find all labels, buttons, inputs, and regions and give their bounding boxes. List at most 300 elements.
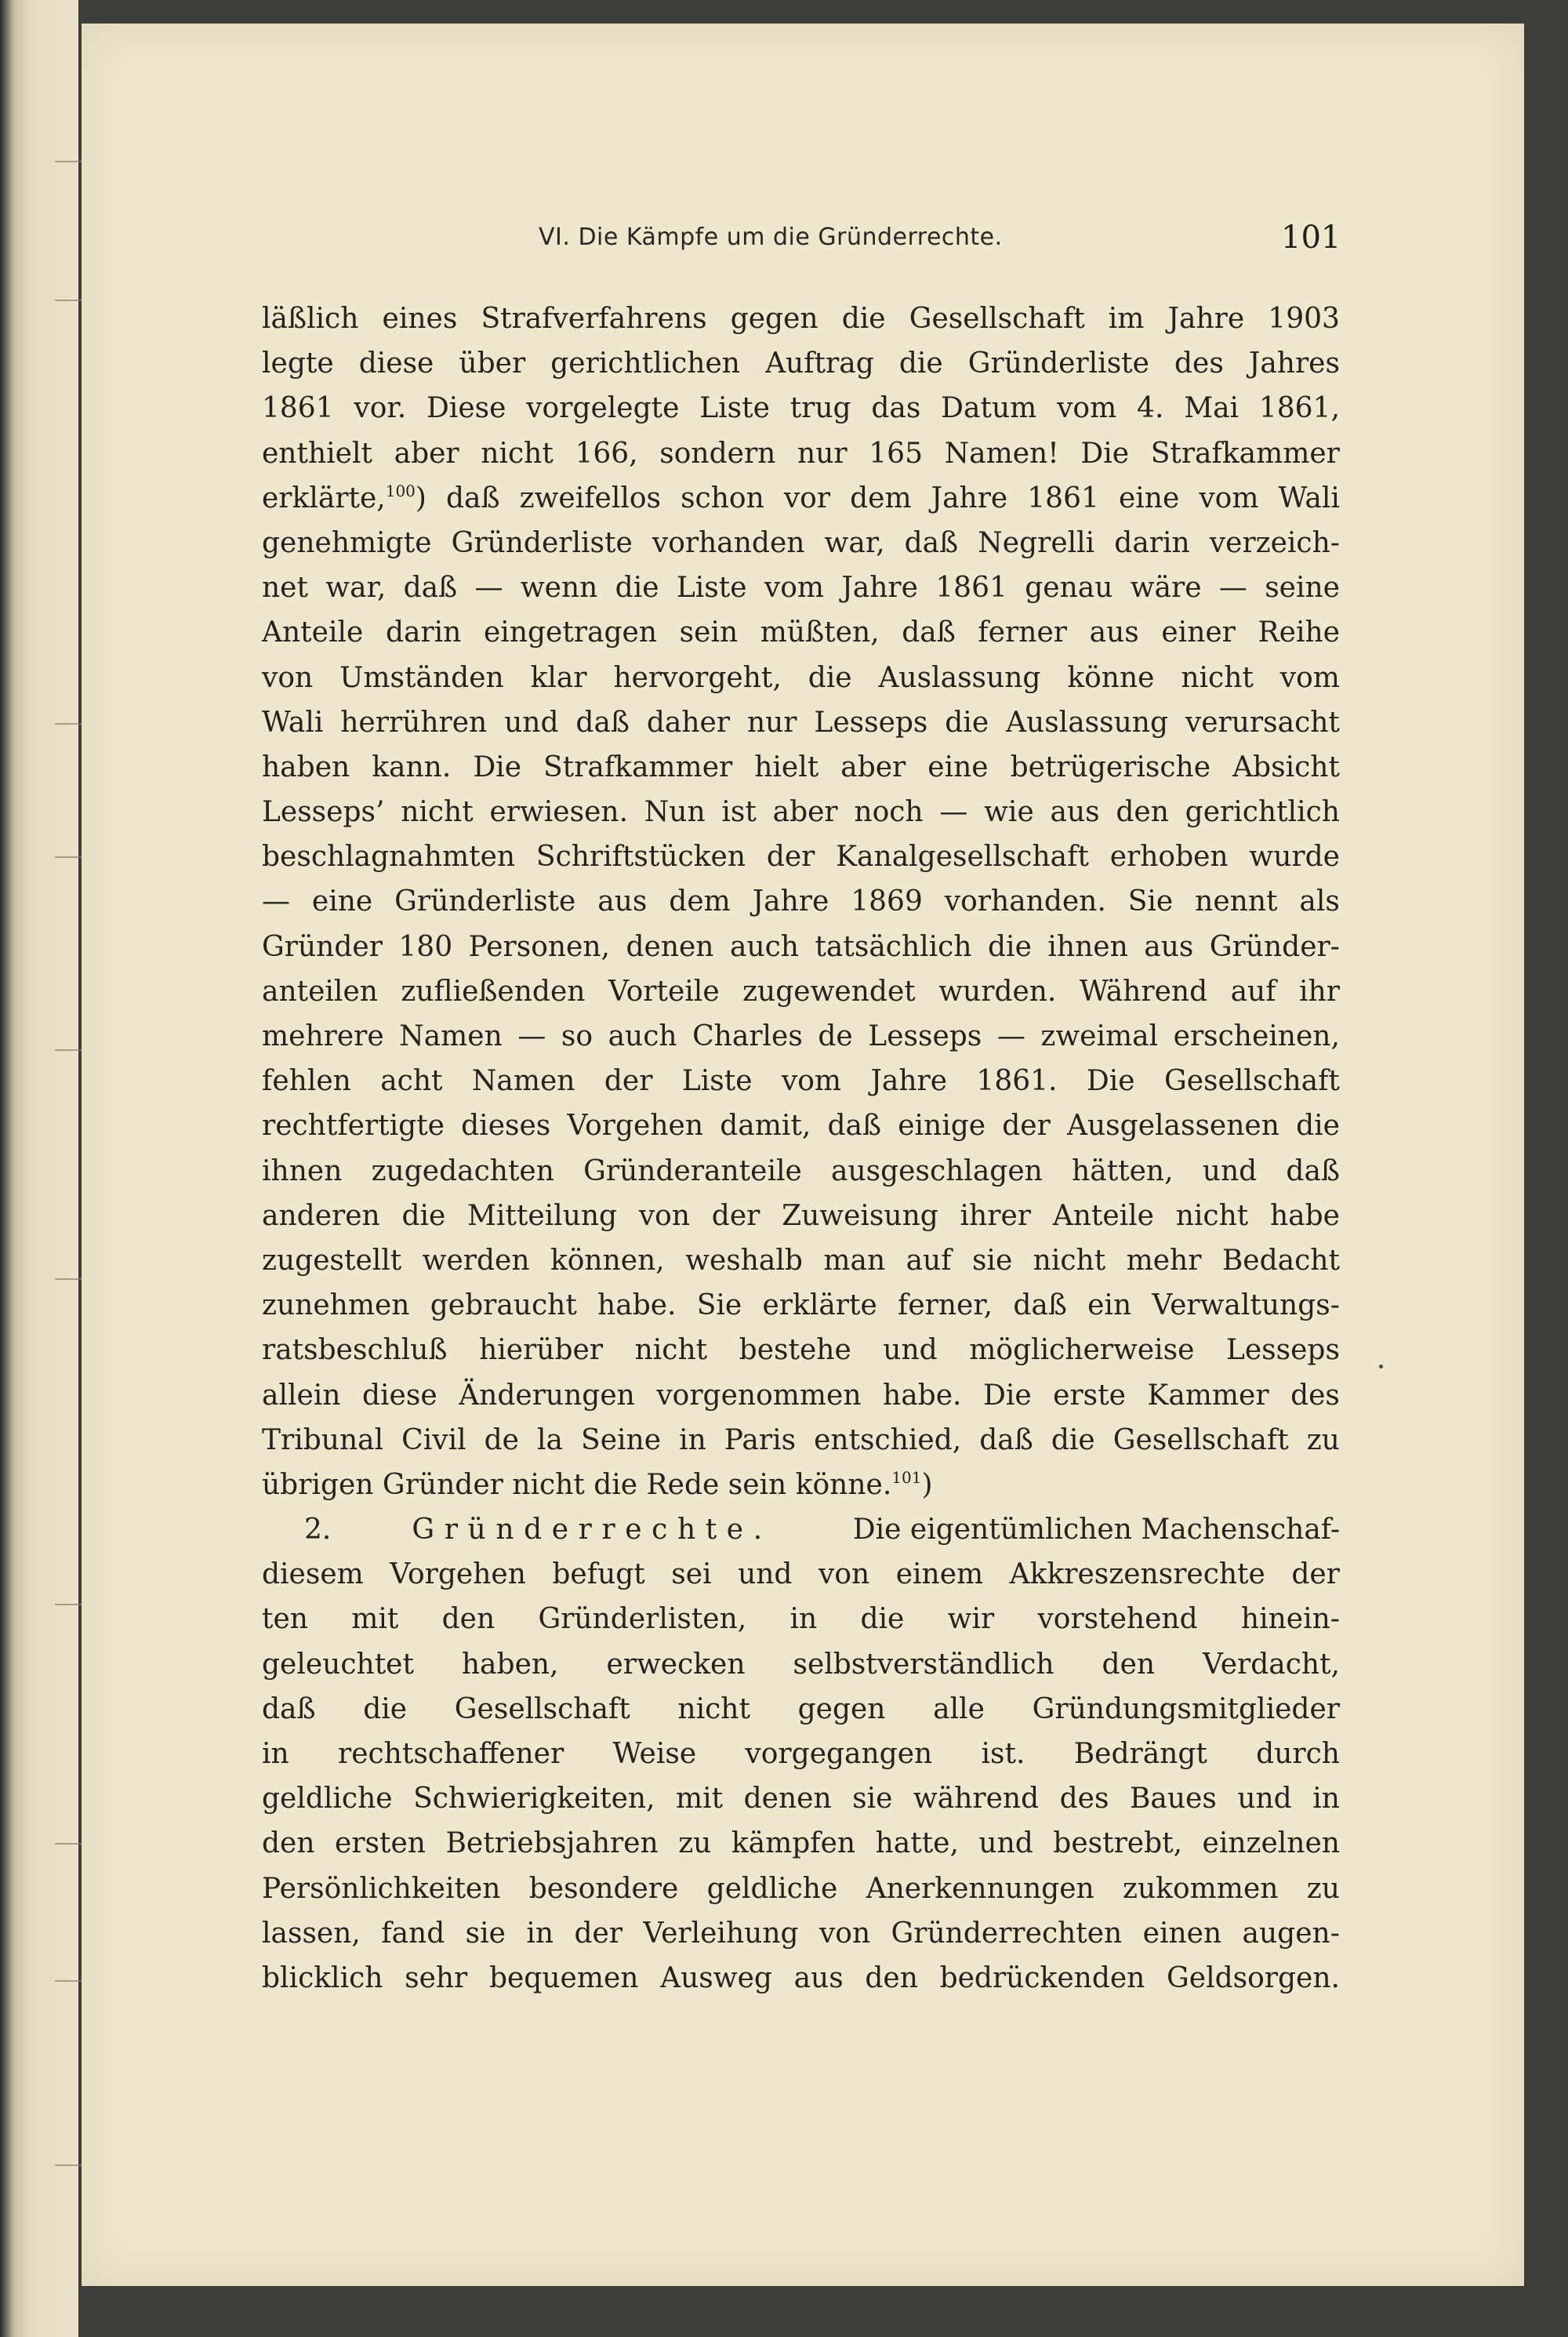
word: vom [1279,661,1340,694]
word: fehlen [262,1065,351,1098]
word: war, [824,526,885,559]
word: trug [789,392,851,425]
word: ist. [981,1738,1025,1770]
word: von [262,661,314,694]
word: daß [979,1423,1033,1456]
word: dem [669,885,731,918]
strip-mark [55,2164,85,2166]
word: ferner, [898,1289,993,1322]
strip-mark [55,1843,85,1845]
word: des [1174,347,1224,380]
word: Kammer [1147,1379,1269,1412]
word: Wali [262,706,324,739]
word: sie [971,1244,1013,1277]
word: nur [797,437,848,470]
word: daß [904,526,959,559]
footnote-line-after: ) [415,482,426,514]
footnote-word [262,476,426,521]
word: Jahre [870,1065,948,1098]
word: vorgegangen [745,1738,933,1770]
word: Baues [1129,1783,1217,1815]
word: Gründerliste [967,347,1149,380]
word: sie [465,1917,506,1950]
word: die [1296,1110,1340,1143]
word: Auslassung [878,661,1041,694]
section-heading: Gründerrechte. [412,1514,772,1546]
word: über [459,347,526,380]
word: wurden. [938,975,1057,1008]
word: ausgeschlagen [831,1154,1043,1187]
word: in [679,1423,706,1456]
word: Die [473,751,521,783]
text-line [262,1821,1340,1866]
word: de [484,1423,519,1456]
running-head: VI. Die Kämpfe um die Gründerrechte. [539,224,1003,251]
text-line [262,1059,1340,1103]
word: vorhanden [652,526,805,559]
word: die [401,1199,446,1232]
word: zu [678,1827,712,1860]
word: ihr [1299,975,1340,1008]
word: von [818,1917,871,1950]
word: Liste [699,392,770,425]
word: Tribunal [262,1423,384,1456]
word: auch [729,930,799,963]
word: bedrückenden [939,1961,1145,1994]
word: vor [783,482,831,514]
word: Liste [681,1065,753,1098]
word: Lesseps [814,706,928,739]
text-line [262,1194,1340,1238]
word: Reihe [1258,616,1340,649]
word: diese [358,347,434,380]
word: 4. [1137,392,1164,425]
word: sehr [405,1961,468,1994]
word: Anerkennungen [866,1872,1094,1905]
word: net [262,572,308,605]
word: habe [1269,1199,1340,1232]
word: befugt [552,1558,645,1591]
word: Gesellschaft [1163,1065,1340,1098]
word: besondere [528,1872,679,1905]
word: kämpfen [731,1827,856,1860]
word: dem [850,482,912,514]
word: können, [550,1244,665,1277]
word: Geldsorgen. [1167,1961,1340,1994]
word: zweimal [1040,1020,1159,1052]
word: Gründerliste [451,526,633,559]
word: herrühren [340,706,488,739]
text-line-footnote-100 [262,476,1340,521]
word: und [738,1558,793,1591]
word: sein [679,616,739,649]
strip-mark [55,1278,85,1280]
word: seine [1265,572,1340,605]
word: erklärte [762,1289,877,1322]
word: einem [895,1558,984,1591]
word: zukommen [1123,1872,1279,1905]
word: die [945,706,989,739]
word: der [574,1917,623,1950]
word: Auftrag [765,347,874,380]
word: 1869 [851,885,923,918]
word: ferner [978,616,1067,649]
text-line [262,1956,1340,2001]
word: Sie [1127,885,1174,918]
word: aus [1050,796,1100,829]
word: Nun [644,796,706,829]
word: die [808,661,852,694]
word: Betriebsjahren [445,1827,659,1860]
word: wäre [1130,572,1202,605]
word: ten [262,1603,308,1636]
word: Wali [1278,482,1340,514]
word: vorgelegte [526,392,680,425]
word: Namen [471,1065,575,1098]
word: beschlagnahmten [262,841,516,874]
word: habe. [597,1289,677,1322]
word: so [561,1020,593,1052]
word: einen [1142,1917,1222,1950]
word: die [988,930,1032,963]
word: nicht [481,437,554,470]
text-line [262,1597,1340,1641]
word: zugewendet [742,975,916,1008]
word: zu [1306,1872,1340,1905]
word: Vorgehen [567,1110,704,1143]
strip-mark [55,1604,85,1605]
word: Umständen [339,661,504,694]
word: Die [1080,437,1130,470]
word: zufließenden [401,975,586,1008]
word: 1861 [935,572,1007,605]
word: müßten, [760,616,880,649]
text-line [262,1418,1340,1463]
word: sondern [659,437,776,470]
word: Vorgehen [390,1558,526,1591]
word: — [1218,572,1247,605]
word: — [939,796,968,829]
word: Gründeranteile [583,1154,802,1187]
word: nur [746,706,797,739]
word: ist [721,796,757,829]
word: Die [982,1379,1032,1412]
text-line [262,656,1340,700]
word: hervorgeht, [613,661,782,694]
word: und [1237,1783,1292,1815]
word: man [823,1244,886,1277]
word: nicht [1033,1244,1106,1277]
word: ersten [335,1827,426,1860]
word: la [537,1423,564,1456]
text-line [262,1283,1340,1328]
word: haben [262,751,350,783]
word: Gründer [262,930,383,963]
word: mit [351,1603,399,1636]
word: legte [262,347,334,380]
word: ihnen [262,1154,343,1187]
text-line [262,1732,1340,1776]
word: auf [906,1244,952,1277]
strip-mark [55,856,85,858]
word: zweifellos [519,482,662,514]
word: in [262,1738,289,1770]
text-line [262,1642,1340,1687]
section-start-line [262,1507,1340,1552]
word: genehmigte [262,526,432,559]
word: von [818,1558,870,1591]
word: sie [852,1783,893,1815]
text-line [262,1149,1340,1194]
word: erhoben [1109,841,1229,874]
word: Namen! [944,437,1059,470]
word: Weise [612,1738,697,1770]
text-line [262,1687,1340,1732]
ink-speck [1379,1365,1383,1368]
word: vom [1057,392,1117,425]
word: hielt [754,751,819,783]
word: ihnen [1047,930,1128,963]
word: möglicherweise [969,1334,1195,1367]
strip-mark [55,723,85,725]
word: und [883,1334,938,1367]
word: hinein- [1240,1603,1340,1636]
text-line [262,296,1340,341]
text-line [262,1373,1340,1418]
word: wenn [520,572,598,605]
footnote-ref-100: 100 [385,481,416,500]
word: Lesseps [1225,1334,1340,1367]
word: — [262,885,290,918]
word: 165 [869,437,923,470]
word: 1903 [1268,303,1340,335]
word: des [1059,1783,1109,1815]
word: die [841,303,886,335]
word: gegen [730,303,818,335]
word: läßlich [262,303,359,335]
word: Anteile [262,616,364,649]
word: Jahres [1248,347,1340,380]
word: fand [381,1917,445,1950]
word: kann. [372,751,452,783]
word: diesem [262,1558,364,1591]
word: — [517,1020,546,1052]
text-line [262,834,1340,879]
word: Bedrängt [1073,1738,1207,1770]
word: werden [422,1244,530,1277]
word: Schwierigkeiten, [413,1783,655,1815]
word: Strafkammer [543,751,733,783]
word: allein [262,1379,341,1412]
word: Ausgelassenen [1066,1110,1279,1143]
word: daher [646,706,731,739]
word: ratsbeschluß [262,1334,448,1367]
word: daß [575,706,630,739]
word: den [441,1603,495,1636]
word: Gründerrechten [891,1917,1123,1950]
text-line [262,1014,1340,1059]
word: diese [362,1379,437,1412]
word: vorhanden. [944,885,1106,918]
word: gerichtlich [1185,796,1340,829]
text-line [262,431,1340,476]
word: Vorteile [608,975,720,1008]
word: Gründungsmitglieder [1032,1692,1340,1725]
text-line [262,700,1340,745]
word: nicht [1175,1199,1249,1232]
word: Änderungen [459,1379,635,1412]
word: die [860,1603,905,1636]
word: — [996,1020,1025,1052]
word: bequemen [488,1961,639,1994]
word: vom [1199,482,1259,514]
word: dieses [461,1110,551,1143]
word: 1861. [976,1065,1058,1098]
word: anderen [262,1199,380,1232]
word: Gesellschaft [1112,1423,1289,1456]
word: verursacht [1185,706,1340,739]
word: aus [597,885,648,918]
word: nicht [1181,661,1254,694]
strip-mark [55,161,85,162]
word: in [526,1917,554,1950]
word: und [504,706,559,739]
word: Schriftstücken [535,841,746,874]
word: aber [772,796,838,829]
word: anteilen [262,975,378,1008]
word: damit, [720,1110,811,1143]
word: hierüber [479,1334,604,1367]
word: vom [781,1065,842,1098]
word: rechtschaffener [337,1738,564,1770]
word: daß [827,1110,882,1143]
word: Namen [399,1020,503,1052]
word: geleuchtet [262,1648,414,1681]
word: blicklich [262,1961,383,1994]
word: zugestellt [262,1244,402,1277]
word: mehr [1126,1244,1202,1277]
word: Jahre [931,482,1008,514]
text-line [262,610,1340,655]
word: Strafverfahrens [481,303,707,335]
word: daß [446,482,500,514]
word: den [262,1827,315,1860]
word: aus [793,1961,844,1994]
word: verzeich- [1209,526,1340,559]
word: ein [1087,1289,1132,1322]
word: erwecken [606,1648,746,1681]
word: Diese [426,392,506,425]
word: bestehe [739,1334,851,1367]
text-line [262,1911,1340,1956]
word: auf [1230,975,1276,1008]
word: Gesellschaft [454,1692,630,1725]
word: Mitteilung [467,1199,618,1232]
word: und [1202,1154,1258,1187]
word: sei [671,1558,712,1591]
word: selbstverständlich [793,1648,1054,1681]
word: vom [764,572,825,605]
word: nennt [1195,885,1278,918]
word: auch [608,1020,677,1052]
word: Verwaltungs- [1152,1289,1340,1322]
word: aber [394,437,459,470]
word: die [363,1692,408,1725]
word: daß [1013,1289,1067,1322]
word: aus [1089,616,1139,649]
word: während [913,1783,1040,1815]
word: 166, [575,437,638,470]
word: des [1290,1379,1340,1412]
page-number: 101 [1281,220,1341,256]
word: weshalb [685,1244,803,1277]
word: denen [626,930,714,963]
word: genau [1025,572,1113,605]
word: 1861, [1258,392,1340,425]
paragraph-end-after: ) [921,1468,933,1501]
word: gebraucht [430,1289,577,1322]
word: gerichtlichen [550,347,740,380]
word: betrügerische [1010,751,1211,783]
word: einer [1161,616,1236,649]
word: Gründerlisten, [538,1603,747,1636]
word: Strafkammer [1150,437,1340,470]
word: mehrere [262,1020,384,1052]
word: eine [311,885,373,918]
word: daß [262,1692,316,1725]
word: Kanalgesellschaft [836,841,1089,874]
text-line [262,386,1340,431]
word: aus [1144,930,1194,963]
text-line [262,565,1340,610]
word: Datum [941,392,1037,425]
word: eine [1118,482,1180,514]
word: Lesseps [868,1020,982,1052]
word: die [1051,1423,1095,1456]
word: als [1299,885,1340,918]
word: von [638,1199,691,1232]
text-line [262,790,1340,834]
word: daß [902,616,956,649]
word: zu [1306,1423,1340,1456]
word: vor. [354,392,407,425]
text-line [262,1866,1340,1911]
word: der [711,1199,760,1232]
word: Während [1079,975,1208,1008]
text-line [262,1552,1340,1597]
word: könne [1067,661,1155,694]
word: einige [898,1110,986,1143]
word: daß [1286,1154,1340,1187]
word: war, [325,572,387,605]
word: Seine [581,1423,662,1456]
word: Gründerliste [394,885,576,918]
word: enthielt [262,437,372,470]
word: augen- [1242,1917,1340,1950]
word: Absicht [1232,751,1340,783]
word: — [474,572,503,605]
word: den [1102,1648,1156,1681]
word: wie [984,796,1034,829]
paragraph-end-line [262,1463,1340,1507]
word: geldliche [262,1783,393,1815]
word: durch [1256,1738,1340,1770]
word: darin [385,616,462,649]
word: Paris [724,1423,797,1456]
text-line [262,1776,1340,1821]
word: zunehmen [262,1289,410,1322]
word: denen [743,1783,832,1815]
